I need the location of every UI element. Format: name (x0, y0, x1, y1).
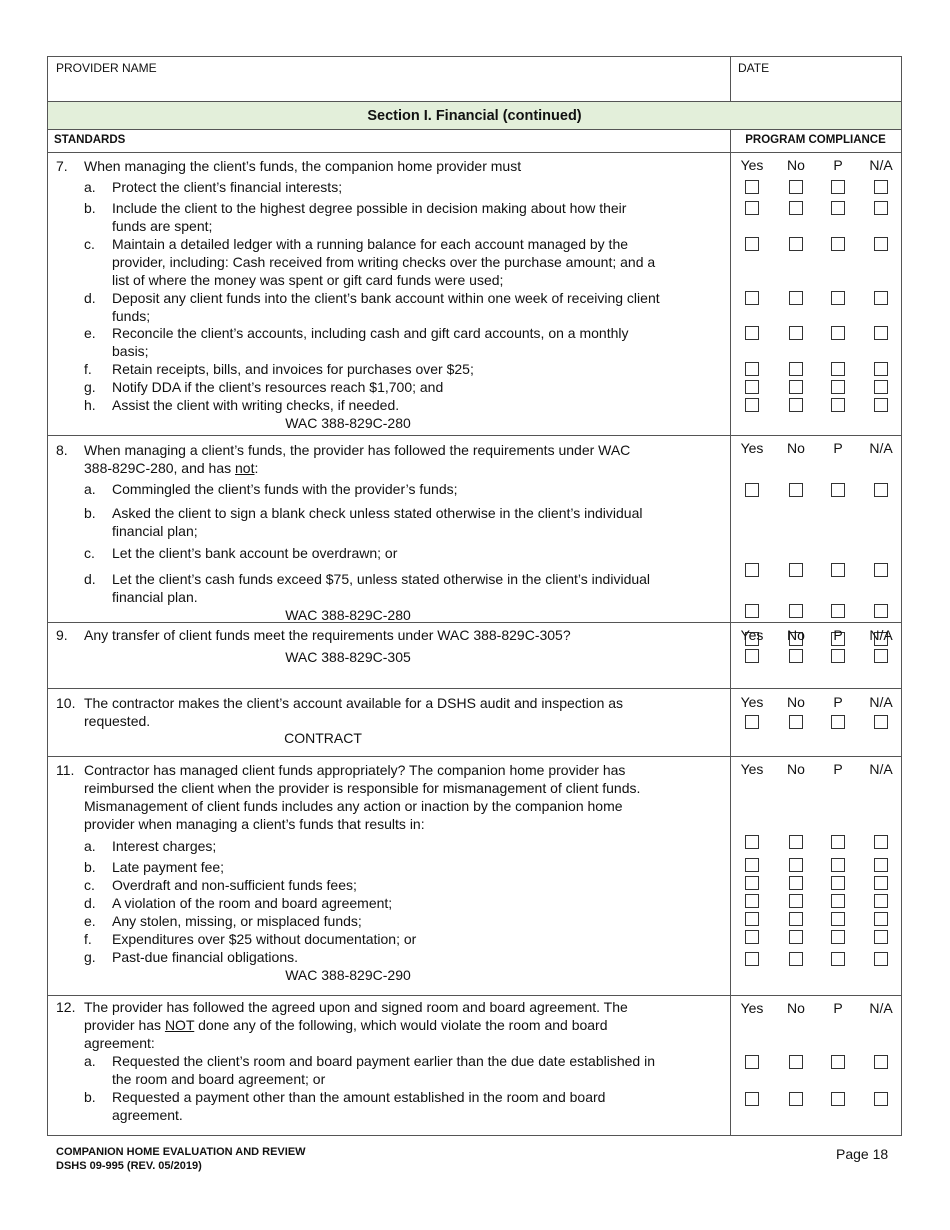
q7-reference: WAC 388-829C-280 (285, 415, 411, 431)
q7-checkbox-yes[interactable] (745, 237, 759, 251)
q12-text-3: agreement: (84, 1035, 155, 1051)
q7-checkbox-no[interactable] (789, 326, 803, 340)
q7-item-letter: h. (84, 397, 96, 413)
q11-item-letter: d. (84, 895, 96, 911)
q11-item-text: Past-due financial obligations. (112, 949, 299, 965)
q12-item-text: the room and board agreement; or (112, 1071, 326, 1087)
q8-na-header: N/A (869, 440, 893, 456)
q10-checkbox-p[interactable] (831, 715, 845, 729)
q12-p-header: P (833, 1000, 843, 1016)
question-9 (48, 623, 901, 689)
q11-checkbox-p[interactable] (831, 930, 845, 944)
q12-yes-header: Yes (740, 1000, 764, 1016)
q12-checkbox-no[interactable] (789, 1055, 803, 1069)
q7-item-letter: b. (84, 200, 96, 216)
q7-checkbox-p[interactable] (831, 362, 845, 376)
section-title: Section I. Financial (continued) (367, 108, 582, 124)
q7-item-text: Reconcile the client’s accounts, including cash and gift card accounts, on a monthly (112, 325, 629, 341)
q7-checkbox-na[interactable] (874, 380, 888, 394)
q7-item-text: funds; (112, 308, 151, 324)
q8-checkbox-no[interactable] (789, 563, 803, 577)
q10-number: 10. (56, 695, 76, 711)
q8-checkbox-no[interactable] (789, 483, 803, 497)
q8-p-header: P (833, 440, 843, 456)
q11-checkbox-yes[interactable] (745, 952, 759, 966)
q12-text: The provider has followed the agreed upon and signed room and board agreement. The (84, 999, 628, 1015)
q7-checkbox-yes[interactable] (745, 362, 759, 376)
page-number: Page 18 (836, 1146, 889, 1162)
q7-checkbox-na[interactable] (874, 237, 888, 251)
q12-checkbox-no[interactable] (789, 1092, 803, 1106)
q9-yes-header: Yes (740, 627, 764, 643)
q7-checkbox-yes[interactable] (745, 201, 759, 215)
q11-item-text: Expenditures over $25 without documentation; or (112, 931, 417, 947)
q9-checkbox-p[interactable] (831, 649, 845, 663)
q11-checkbox-no[interactable] (789, 930, 803, 944)
q7-checkbox-na[interactable] (874, 291, 888, 305)
q7-item-text: Maintain a detailed ledger with a running balance for each account managed by the (112, 236, 629, 252)
footer-form-title: COMPANION HOME EVALUATION AND REVIEW (56, 1146, 306, 1158)
q7-item-text: list of where the money was spent or gift card funds were used; (112, 272, 504, 288)
form-frame (47, 56, 902, 1136)
q8-item-text: Asked the client to sign a blank check unless stated otherwise in the client’s individual (112, 505, 643, 521)
q7-item-letter: d. (84, 290, 96, 306)
q11-p-header: P (833, 761, 843, 777)
q7-checkbox-yes[interactable] (745, 180, 759, 194)
q7-checkbox-no[interactable] (789, 380, 803, 394)
q9-checkbox-yes[interactable] (745, 649, 759, 663)
q8-checkbox-p[interactable] (831, 483, 845, 497)
q11-checkbox-yes[interactable] (745, 912, 759, 926)
q8-checkbox-na[interactable] (874, 483, 888, 497)
q9-number: 9. (56, 627, 68, 643)
q12-checkbox-yes[interactable] (745, 1092, 759, 1106)
q7-number: 7. (56, 158, 68, 174)
q7-checkbox-p[interactable] (831, 237, 845, 251)
q11-no-header: No (787, 761, 805, 777)
q7-item-letter: c. (84, 236, 95, 252)
q11-item-text: Interest charges; (112, 838, 217, 854)
q7-item-text: Protect the client’s financial interests; (112, 179, 343, 195)
q12-number: 12. (56, 999, 76, 1015)
q12-item-letter: b. (84, 1089, 96, 1105)
q8-item-letter: b. (84, 505, 96, 521)
q11-checkbox-p[interactable] (831, 876, 845, 890)
q12-item-text: agreement. (112, 1107, 183, 1123)
q11-checkbox-no[interactable] (789, 894, 803, 908)
standards-header: STANDARDS (54, 134, 126, 146)
q11-checkbox-p[interactable] (831, 912, 845, 926)
section-title-row (48, 102, 901, 130)
q8-checkbox-na[interactable] (874, 604, 888, 618)
date-label: DATE (738, 61, 770, 75)
q11-item-text: Late payment fee; (112, 859, 225, 875)
q7-checkbox-na[interactable] (874, 201, 888, 215)
q11-checkbox-yes[interactable] (745, 876, 759, 890)
q11-item-text: Any stolen, missing, or misplaced funds; (112, 913, 362, 929)
q7-item-text: Deposit any client funds into the client’s bank account within one week of receiving client (112, 290, 660, 306)
q11-checkbox-no[interactable] (789, 912, 803, 926)
q11-item-text: A violation of the room and board agreement; (112, 895, 393, 911)
q8-item-letter: d. (84, 571, 96, 587)
footer-form-number: DSHS 09-995 (REV. 05/2019) (56, 1160, 202, 1172)
q7-p-header: P (833, 157, 843, 173)
q7-no-header: No (787, 157, 805, 173)
q8-checkbox-yes[interactable] (745, 604, 759, 618)
q7-checkbox-yes[interactable] (745, 380, 759, 394)
q11-na-header: N/A (869, 761, 893, 777)
q11-checkbox-yes[interactable] (745, 894, 759, 908)
q7-item-text: Notify DDA if the client’s resources reach $1,700; and (112, 379, 444, 395)
question-12 (48, 996, 901, 1136)
q7-checkbox-yes[interactable] (745, 398, 759, 412)
q10-p-header: P (833, 694, 843, 710)
q7-item-text: Assist the client with writing checks, if needed. (112, 397, 400, 413)
q7-checkbox-no[interactable] (789, 237, 803, 251)
question-11 (48, 757, 901, 996)
q8-item-letter: a. (84, 481, 96, 497)
question-7 (48, 153, 901, 436)
q11-checkbox-na[interactable] (874, 912, 888, 926)
q7-checkbox-p[interactable] (831, 398, 845, 412)
q11-yes-header: Yes (740, 761, 764, 777)
q12-checkbox-p[interactable] (831, 1055, 845, 1069)
q11-reference: WAC 388-829C-290 (285, 967, 411, 983)
q7-checkbox-no[interactable] (789, 291, 803, 305)
q7-checkbox-p[interactable] (831, 291, 845, 305)
column-divider (730, 153, 731, 435)
column-divider (730, 757, 731, 995)
q10-text-2: requested. (84, 713, 151, 729)
q11-item-letter: c. (84, 877, 95, 893)
q10-checkbox-na[interactable] (874, 715, 888, 729)
q7-item-text: Include the client to the highest degree possible in decision making about how their (112, 200, 627, 216)
q7-checkbox-no[interactable] (789, 180, 803, 194)
q7-checkbox-no[interactable] (789, 362, 803, 376)
q10-checkbox-yes[interactable] (745, 715, 759, 729)
q7-checkbox-p[interactable] (831, 201, 845, 215)
q11-item-letter: b. (84, 859, 96, 875)
q8-text: When managing a client’s funds, the provider has followed the requirements under WAC (84, 442, 631, 458)
q11-checkbox-na[interactable] (874, 930, 888, 944)
q11-checkbox-yes[interactable] (745, 835, 759, 849)
q11-text: reimbursed the client when the provider is responsible for mismanagement of client funds. (84, 780, 641, 796)
q12-checkbox-na[interactable] (874, 1055, 888, 1069)
q11-checkbox-na[interactable] (874, 952, 888, 966)
column-divider (730, 436, 731, 622)
q9-no-header: No (787, 627, 805, 643)
q10-text: The contractor makes the client’s account available for a DSHS audit and inspection as (84, 695, 624, 711)
q12-text-2: provider has NOT done any of the following, which would violate the room and board (84, 1017, 608, 1033)
q12-checkbox-na[interactable] (874, 1092, 888, 1106)
column-divider (730, 996, 731, 1136)
q7-item-text: provider, including: Cash received from writing checks over the purchase amount; and a (112, 254, 656, 270)
q7-item-text: basis; (112, 343, 149, 359)
q11-checkbox-no[interactable] (789, 858, 803, 872)
q7-item-letter: f. (84, 361, 92, 377)
q7-checkbox-no[interactable] (789, 201, 803, 215)
q11-checkbox-yes[interactable] (745, 930, 759, 944)
q11-checkbox-p[interactable] (831, 858, 845, 872)
q10-na-header: N/A (869, 694, 893, 710)
q8-no-header: No (787, 440, 805, 456)
q12-no-header: No (787, 1000, 805, 1016)
q8-checkbox-na[interactable] (874, 563, 888, 577)
q7-checkbox-yes[interactable] (745, 326, 759, 340)
q8-reference: WAC 388-829C-280 (285, 607, 411, 623)
q12-checkbox-p[interactable] (831, 1092, 845, 1106)
q8-item-text: financial plan. (112, 589, 198, 605)
q12-checkbox-yes[interactable] (745, 1055, 759, 1069)
q8-item-letter: c. (84, 545, 95, 561)
q11-item-letter: f. (84, 931, 92, 947)
q11-text: provider when managing a client’s funds that results in: (84, 816, 425, 832)
question-10 (48, 689, 901, 757)
q7-checkbox-p[interactable] (831, 380, 845, 394)
q11-checkbox-yes[interactable] (745, 858, 759, 872)
q9-text: Any transfer of client funds meet the requirements under WAC 388-829C-305? (84, 627, 571, 643)
q11-item-letter: g. (84, 949, 96, 965)
q7-checkbox-yes[interactable] (745, 291, 759, 305)
provider-name-label: PROVIDER NAME (56, 61, 157, 75)
q10-no-header: No (787, 694, 805, 710)
q12-item-text: Requested the client’s room and board payment earlier than the due date established in (112, 1053, 655, 1069)
q11-checkbox-no[interactable] (789, 876, 803, 890)
q7-na-header: N/A (869, 157, 893, 173)
q9-p-header: P (833, 627, 843, 643)
q9-na-header: N/A (869, 627, 893, 643)
q10-checkbox-no[interactable] (789, 715, 803, 729)
q8-checkbox-yes[interactable] (745, 483, 759, 497)
q11-checkbox-p[interactable] (831, 894, 845, 908)
q11-checkbox-na[interactable] (874, 894, 888, 908)
q11-checkbox-p[interactable] (831, 952, 845, 966)
q7-yes-header: Yes (740, 157, 764, 173)
q11-item-text: Overdraft and non-sufficient funds fees; (112, 877, 357, 893)
q7-checkbox-na[interactable] (874, 362, 888, 376)
q11-checkbox-na[interactable] (874, 876, 888, 890)
column-divider (730, 623, 731, 688)
program-compliance-header: PROGRAM COMPLIANCE (745, 134, 886, 146)
q8-number: 8. (56, 442, 68, 458)
q7-item-letter: a. (84, 179, 96, 195)
column-divider (730, 57, 731, 101)
column-divider (730, 689, 731, 756)
q7-item-letter: g. (84, 379, 96, 395)
q8-checkbox-p[interactable] (831, 563, 845, 577)
q8-item-text: financial plan; (112, 523, 198, 539)
q8-item-text: Let the client’s cash funds exceed $75, unless stated otherwise in the client’s individual (112, 571, 651, 587)
q12-na-header: N/A (869, 1000, 893, 1016)
q8-checkbox-p[interactable] (831, 604, 845, 618)
q11-checkbox-na[interactable] (874, 858, 888, 872)
q11-checkbox-no[interactable] (789, 835, 803, 849)
q7-text: When managing the client’s funds, the companion home provider must (84, 158, 522, 174)
q7-checkbox-p[interactable] (831, 180, 845, 194)
q11-checkbox-na[interactable] (874, 835, 888, 849)
q12-item-text: Requested a payment other than the amount established in the room and board (112, 1089, 606, 1105)
q11-item-letter: e. (84, 913, 96, 929)
q9-checkbox-no[interactable] (789, 649, 803, 663)
q11-text: Contractor has managed client funds appropriately? The companion home provider has (84, 762, 626, 778)
q8-checkbox-yes[interactable] (745, 563, 759, 577)
q10-reference: CONTRACT (284, 730, 362, 746)
q9-reference: WAC 388-829C-305 (285, 649, 411, 665)
q7-item-text: Retain receipts, bills, and invoices for purchases over $25; (112, 361, 474, 377)
q7-checkbox-na[interactable] (874, 180, 888, 194)
q7-checkbox-na[interactable] (874, 398, 888, 412)
q7-item-text: funds are spent; (112, 218, 213, 234)
q7-item-letter: e. (84, 325, 96, 341)
question-8 (48, 436, 901, 623)
q8-item-text: Commingled the client’s funds with the provider’s funds; (112, 481, 458, 497)
column-header-row (48, 130, 901, 153)
q8-item-text: Let the client’s bank account be overdrawn; or (112, 545, 398, 561)
header-row (48, 57, 901, 102)
q8-yes-header: Yes (740, 440, 764, 456)
q11-checkbox-no[interactable] (789, 952, 803, 966)
q11-item-letter: a. (84, 838, 96, 854)
q7-checkbox-na[interactable] (874, 326, 888, 340)
q7-checkbox-no[interactable] (789, 398, 803, 412)
q7-checkbox-p[interactable] (831, 326, 845, 340)
q9-checkbox-na[interactable] (874, 649, 888, 663)
q8-checkbox-no[interactable] (789, 604, 803, 618)
q11-number: 11. (56, 762, 75, 778)
q11-text: Mismanagement of client funds includes any action or inaction by the companion home (84, 798, 623, 814)
q11-checkbox-p[interactable] (831, 835, 845, 849)
q8-text-2: 388-829C-280, and has not: (84, 460, 259, 476)
q12-item-letter: a. (84, 1053, 96, 1069)
q10-yes-header: Yes (740, 694, 764, 710)
